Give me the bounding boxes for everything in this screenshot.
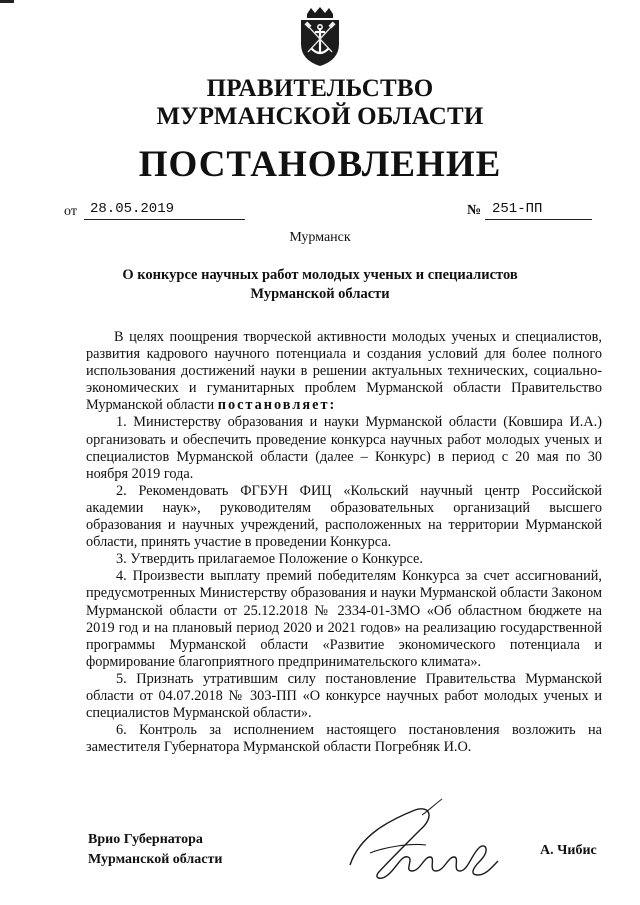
- intro-verb: постановляет:: [217, 397, 337, 414]
- document-body: [86, 329, 602, 756]
- signer-position-line1: Врио Губернатора: [88, 832, 203, 847]
- city: Мурманск: [289, 230, 351, 245]
- document-type: ПОСТАНОВЛЕНИЕ: [138, 144, 502, 185]
- document-title: [80, 266, 560, 304]
- paragraph-item-3: 3. Утвердить прилагаемое Положение о Конкурсе.: [116, 551, 423, 568]
- scan-corner-mark: [0, 0, 14, 3]
- signer-position-line2: Мурманской области: [88, 852, 223, 867]
- paragraph-item-2: 2. Рекомендовать ФГБУН ФИЦ «Кольский научный центр Российской академии наук», руководителям образовательных организаций высшего образования и научных учреждений, расположенных на территории Мурманской области, принять участие в проведении Конкурса.: [86, 482, 602, 551]
- document-number: 251-ПП: [485, 201, 592, 220]
- paragraph-item-1: 1. Министерству образования и науки Мурманской области (Ковшира И.А.) организовать и обеспечить проведение конкурса научных работ молодых ученых и специалистов Мурманской области (далее – Конкурс) в период с 20 мая по 30 ноября 2019 года.: [86, 414, 602, 482]
- handwritten-signature-icon: [330, 795, 510, 895]
- number-prefix: №: [467, 203, 482, 218]
- paragraph-item-5: 5. Признать утратившим силу постановление Правительства Мурманской области от 04.07.2018 № 303-ПП «О конкурсе научных работ молодых ученых и специалистов Мурманской области».: [86, 670, 602, 722]
- paragraph-item-4: 4. Произвести выплату премий победителям Конкурса за счет ассигнований, предусмотренных Министерству образования и науки Мурманской области Законом Мурманской области от 25.12.2018 № 2334-01-ЗМО «Об областном бюджете на 2019 год и на плановый период 2020 и 2021 годов» на реализацию государственной программы Мурманской области «Развитие экономического потенциала и формирование благоприятного предпринимательского климата».: [86, 568, 602, 670]
- date-prefix: от: [64, 204, 77, 219]
- intro-paragraph: [86, 329, 602, 414]
- document-date: 28.05.2019: [84, 201, 245, 220]
- document-title-line1: О конкурсе научных работ молодых ученых и специалистов: [122, 267, 518, 283]
- paragraph-item-6: 6. Контроль за исполнением настоящего постановления возложить на заместителя Губернатора Мурманской области Погребняк И.О.: [86, 722, 602, 756]
- government-title-line2: МУРМАНСКОЙ ОБЛАСТИ: [156, 103, 484, 130]
- signer-name: А. Чибис: [540, 843, 597, 858]
- intro-text: В целях поощрения творческой активности молодых ученых и специалистов, развития кадрового научного потенциала и создания условий для более полного использования достижений науки в решении актуальных технических, социально-экономических и гуманитарных проблем Мурманской области Правительство Мурманской области: [86, 329, 602, 414]
- document-title-line2: Мурманской области: [250, 286, 390, 302]
- signer-position: [88, 830, 222, 870]
- coat-of-arms-icon: [293, 6, 347, 68]
- government-title-line1: ПРАВИТЕЛЬСТВО: [206, 75, 434, 102]
- date-number-row: [64, 201, 594, 223]
